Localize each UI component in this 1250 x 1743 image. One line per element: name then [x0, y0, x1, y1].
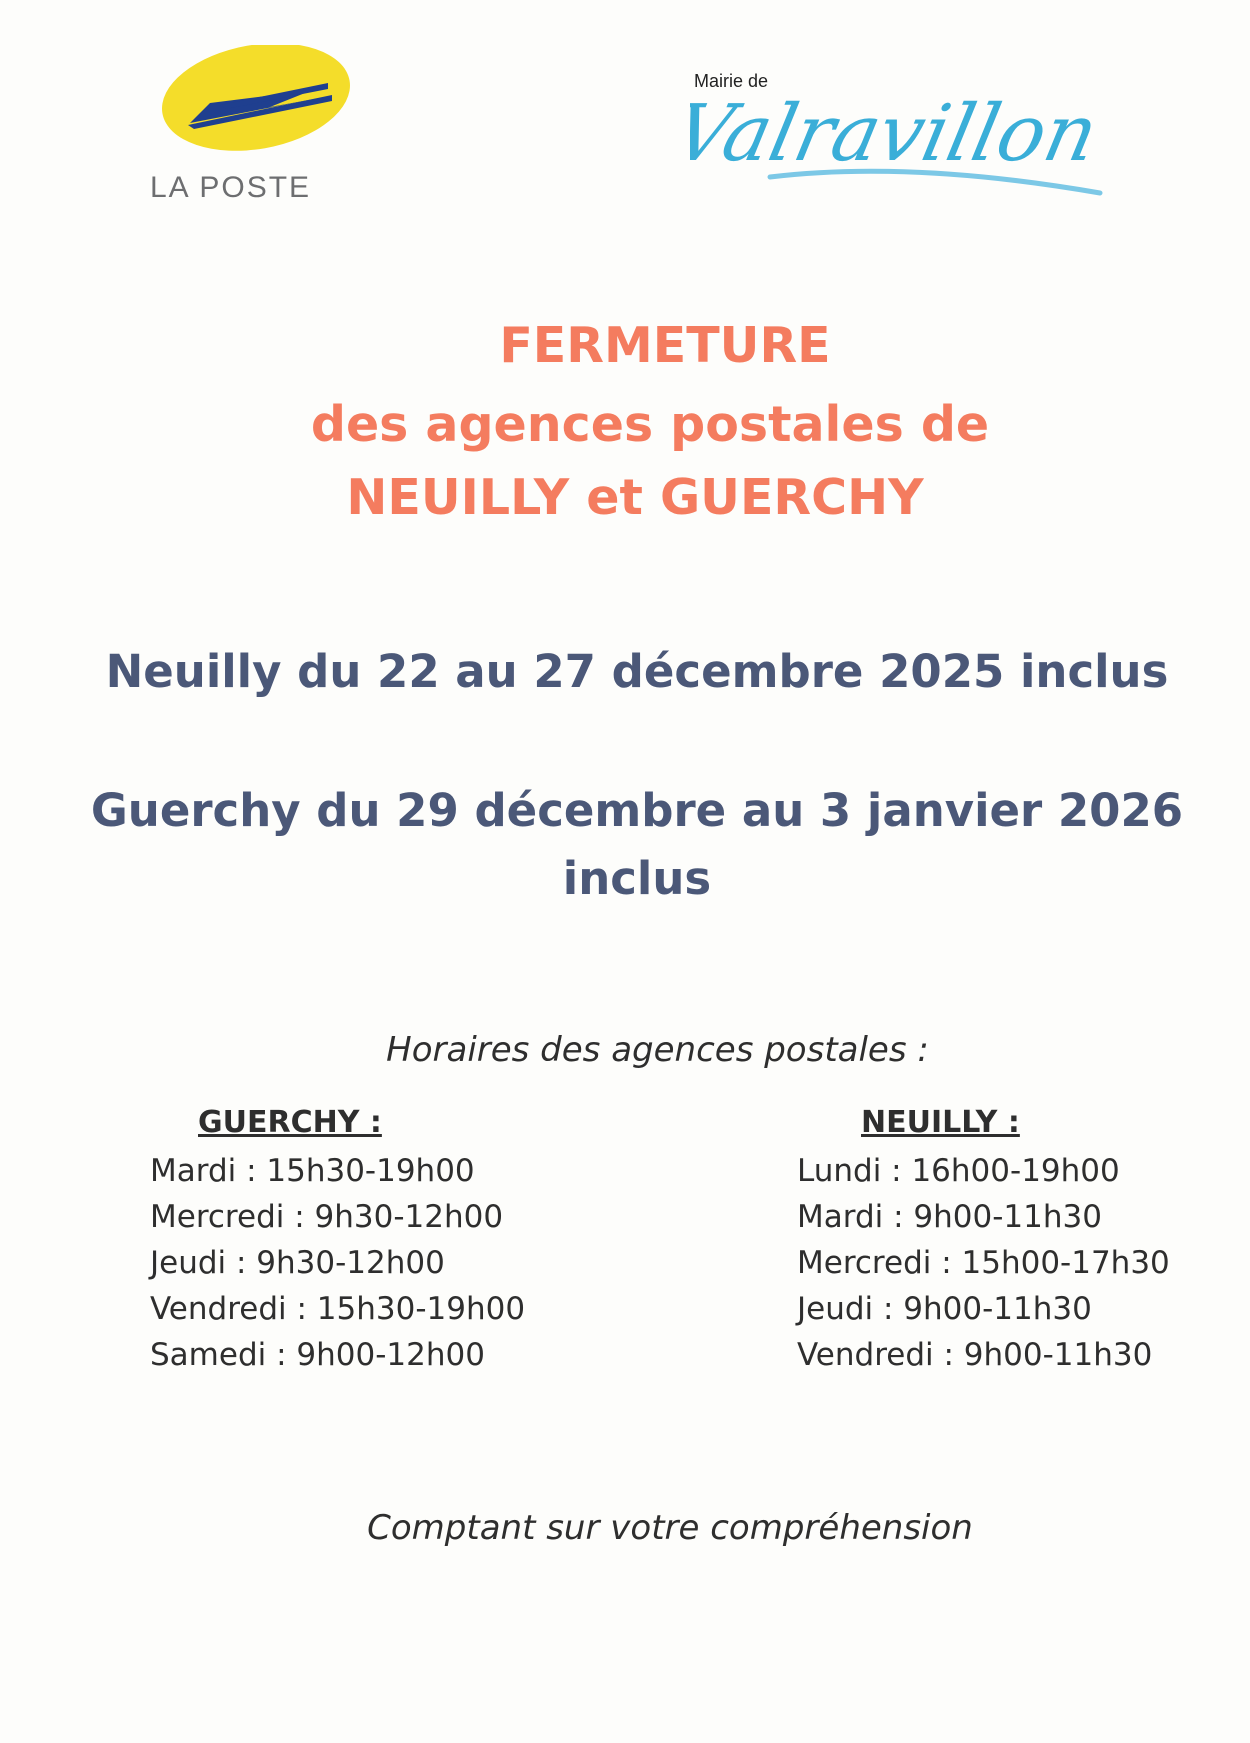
mairie-logo-name: Valravillon	[690, 87, 1106, 179]
mairie-logo	[690, 65, 1170, 215]
schedule-guerchy	[150, 1105, 525, 1378]
title-line-2: des agences postales de	[310, 396, 990, 453]
schedule-line: Mardi : 15h30-19h00	[150, 1153, 475, 1189]
schedule-line: Vendredi : 9h00-11h30	[797, 1337, 1153, 1373]
schedule-line: Lundi : 16h00-19h00	[797, 1153, 1120, 1189]
schedule-neuilly	[797, 1105, 1170, 1378]
schedule-line: Vendredi : 15h30-19h00	[150, 1291, 526, 1327]
hours-title: Horaires des agences postales :	[386, 1030, 929, 1070]
laposte-emblem-icon	[150, 45, 410, 215]
period-guerchy: Guerchy du 29 décembre au 3 janvier 2026	[90, 784, 1184, 837]
schedule-line: Mardi : 9h00-11h30	[797, 1199, 1102, 1235]
period-guerchy-continued: inclus	[562, 852, 712, 905]
schedule-line: Jeudi : 9h00-11h30	[797, 1291, 1092, 1327]
schedule-heading-guerchy: GUERCHY :	[198, 1105, 382, 1140]
mairie-logo-prefix: Mairie de	[694, 71, 769, 91]
schedule-line: Mercredi : 9h30-12h00	[150, 1199, 504, 1235]
mairie-emblem-icon	[690, 65, 1170, 215]
laposte-logo-text: LA POSTE	[150, 171, 312, 204]
schedule-heading-neuilly: NEUILLY :	[861, 1105, 1020, 1140]
laposte-logo	[150, 45, 410, 215]
period-neuilly: Neuilly du 22 au 27 décembre 2025 inclus	[105, 645, 1169, 698]
title-line-3: NEUILLY et GUERCHY	[346, 469, 924, 526]
title-line-1: FERMETURE	[499, 317, 831, 374]
schedule-line: Mercredi : 15h00-17h30	[797, 1245, 1170, 1281]
closing-note: Comptant sur votre compréhension	[367, 1508, 973, 1548]
schedule-line: Jeudi : 9h30-12h00	[150, 1245, 445, 1281]
schedule-line: Samedi : 9h00-12h00	[150, 1337, 485, 1373]
